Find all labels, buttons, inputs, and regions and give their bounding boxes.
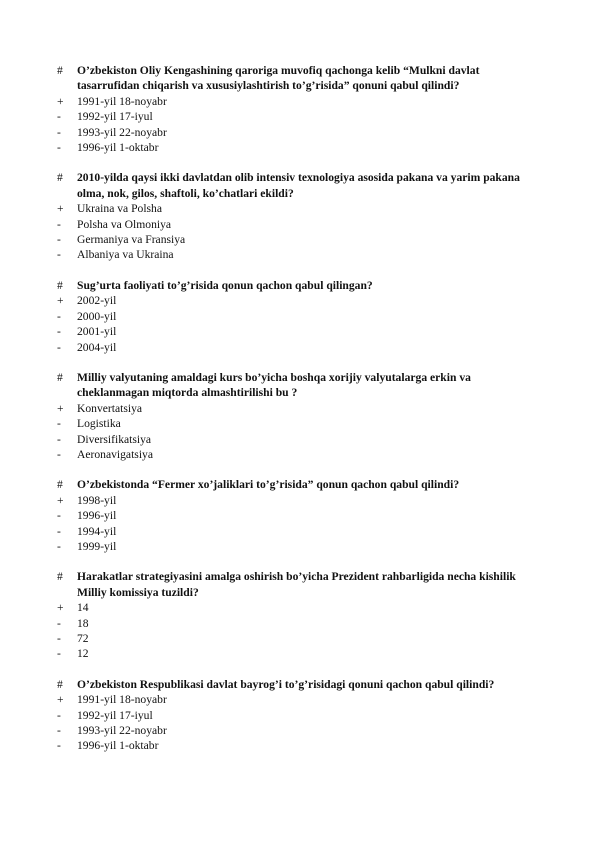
answer-line [57, 646, 537, 661]
answer-line [57, 416, 537, 431]
answer-text: 2004-yil [77, 340, 117, 354]
answer-text: 12 [77, 647, 89, 661]
answer-marker: - [57, 141, 61, 155]
answer-marker: - [57, 616, 61, 630]
answer-line [57, 94, 537, 109]
answer-marker: - [57, 325, 61, 339]
answer-line [57, 309, 537, 324]
answer-line [57, 401, 537, 416]
question-block [57, 569, 537, 661]
answer-line [57, 125, 537, 140]
question-block [57, 370, 537, 462]
question-line [57, 370, 537, 401]
answer-marker: + [57, 94, 64, 108]
answer-line [57, 232, 537, 247]
question-block [57, 63, 537, 155]
answer-line [57, 600, 537, 615]
question-marker: # [57, 370, 63, 384]
answer-line [57, 539, 537, 554]
answer-text: 1996-yil 1-oktabr [77, 141, 159, 155]
answer-marker: - [57, 509, 61, 523]
question-marker: # [57, 478, 63, 492]
question-text: 2010-yilda qaysi ikki davlatdan olib intensiv texnologiya asosida pakana va yarim pakana olma, nok, gilos, shaftoli, ko’chatlari ekildi? [77, 171, 520, 200]
answer-marker: - [57, 647, 61, 661]
answer-text: 2000-yil [77, 309, 117, 323]
answer-text: Germaniya va Fransiya [77, 233, 186, 247]
answer-marker: - [57, 708, 61, 722]
question-marker: # [57, 171, 63, 185]
answer-line [57, 293, 537, 308]
answer-text: Albaniya va Ukraina [77, 248, 174, 262]
answer-text: 1991-yil 18-noyabr [77, 94, 167, 108]
answer-line [57, 324, 537, 339]
answer-text: 2002-yil [77, 294, 117, 308]
question-text: Harakatlar strategiyasini amalga oshirish bo’yicha Prezident rahbarligida necha kishilik Milliy komissiya tuzildi? [77, 570, 516, 599]
answer-text: 1999-yil [77, 539, 117, 553]
question-line [57, 63, 537, 94]
question-block [57, 278, 537, 355]
question-marker: # [57, 64, 63, 77]
question-line [57, 278, 537, 293]
question-list [57, 63, 537, 769]
answer-text: 72 [77, 632, 89, 645]
answer-text: 1993-yil 22-noyabr [77, 724, 167, 738]
answer-marker: + [57, 601, 64, 615]
answer-line [57, 201, 537, 216]
answer-marker: - [57, 110, 61, 124]
answer-line [57, 432, 537, 447]
answer-line [57, 631, 537, 646]
answer-marker: - [57, 724, 61, 738]
answer-marker: - [57, 233, 61, 247]
question-text: Sug’urta faoliyati to’g’risida qonun qachon qabul qilingan? [77, 278, 373, 292]
answer-marker: - [57, 248, 61, 262]
answer-text: Diversifikatsiya [77, 432, 152, 446]
answer-text: 2001-yil [77, 325, 117, 339]
answer-marker: + [57, 294, 64, 308]
answer-text: Logistika [77, 417, 121, 431]
answer-marker: - [57, 417, 61, 431]
answer-text: 18 [77, 616, 89, 630]
answer-text: 1994-yil [77, 524, 117, 538]
answer-line [57, 247, 537, 262]
answer-marker: + [57, 202, 64, 216]
question-text: O’zbekistonda “Fermer xo’jaliklari to’g’risida” qonun qachon qabul qilindi? [77, 478, 460, 492]
answer-marker: - [57, 309, 61, 323]
answer-text: Polsha va Olmoniya [77, 217, 172, 231]
question-block [57, 477, 537, 554]
answer-text: 1996-yil [77, 509, 117, 523]
question-line [57, 569, 537, 600]
answer-text: 1996-yil 1-oktabr [77, 739, 159, 753]
question-line [57, 170, 537, 201]
answer-line [57, 217, 537, 232]
answer-marker: - [57, 125, 61, 139]
answer-line [57, 708, 537, 723]
answer-text: 1993-yil 22-noyabr [77, 125, 167, 139]
question-block [57, 170, 537, 262]
answer-marker: - [57, 539, 61, 553]
answer-text: 1998-yil [77, 493, 117, 507]
answer-line [57, 616, 537, 631]
answer-marker: - [57, 340, 61, 354]
answer-marker: - [57, 632, 61, 645]
answer-line [57, 723, 537, 738]
answer-line [57, 493, 537, 508]
answer-marker: - [57, 447, 61, 461]
answer-line [57, 508, 537, 523]
answer-text: Aeronavigatsiya [77, 447, 153, 461]
answer-text: Konvertatsiya [77, 401, 143, 415]
answer-line [57, 340, 537, 355]
question-marker: # [57, 278, 63, 292]
answer-marker: + [57, 693, 64, 707]
answer-line [57, 524, 537, 539]
question-text: Milliy valyutaning amaldagi kurs bo’yicha boshqa xorijiy valyutalarga erkin va cheklanmagan miqtorda almashtirilishi bu ? [77, 370, 471, 400]
question-marker: # [57, 570, 63, 584]
answer-marker: + [57, 401, 64, 415]
answer-marker: - [57, 739, 61, 753]
question-text: O’zbekiston Respublikasi davlat bayrog’i to’g’risidagi qonuni qachon qabul qilindi? [77, 677, 495, 691]
question-line [57, 477, 537, 492]
answer-text: 1992-yil 17-iyul [77, 110, 153, 124]
answer-line [57, 447, 537, 462]
question-marker: # [57, 677, 63, 691]
question-line [57, 677, 537, 692]
answer-text: 1991-yil 18-noyabr [77, 693, 167, 707]
question-block [57, 677, 537, 754]
answer-line [57, 140, 537, 155]
answer-marker: - [57, 432, 61, 446]
answer-text: 1992-yil 17-iyul [77, 708, 153, 722]
answer-marker: - [57, 524, 61, 538]
answer-text: Ukraina va Polsha [77, 202, 163, 216]
answer-line [57, 692, 537, 707]
answer-marker: + [57, 493, 64, 507]
answer-line [57, 738, 537, 753]
answer-line [57, 109, 537, 124]
answer-marker: - [57, 217, 61, 231]
question-text: O’zbekiston Oliy Kengashining qaroriga muvofiq qachonga kelib “Mulkni davlat tasarrufidan chiqarish va xususiylashtirish to’g’risida” qonuni qabul qilindi? [77, 64, 480, 93]
answer-text: 14 [77, 601, 89, 615]
